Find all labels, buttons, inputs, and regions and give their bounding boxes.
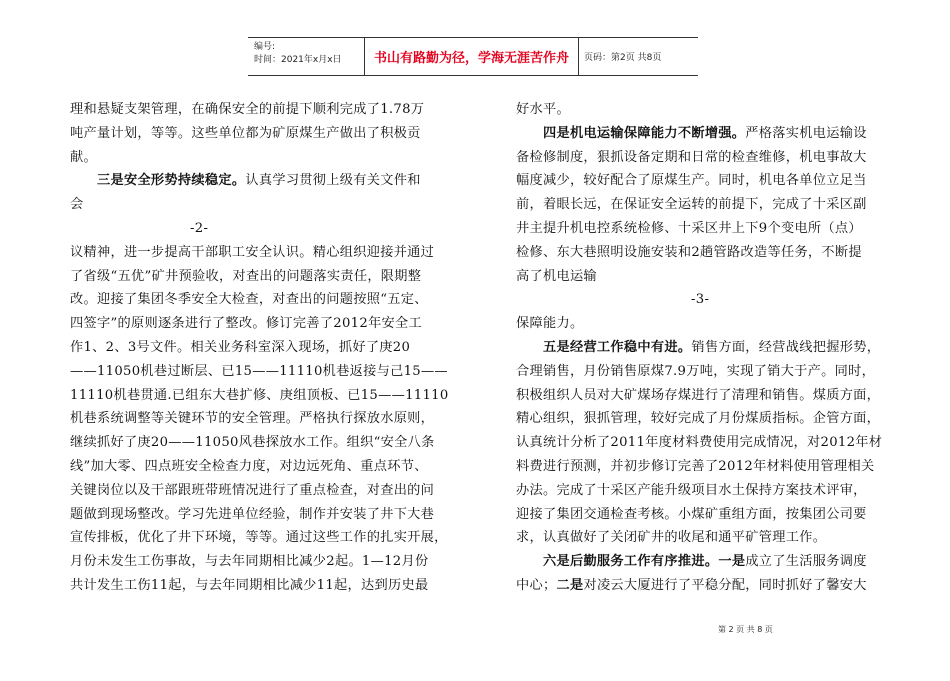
text-line: ——11050机巷过断层、已15——11110机巷返接与己15——: [70, 363, 448, 379]
section-4-lead: 严格落实机电运输设: [745, 125, 867, 141]
header-number-label: 编号:: [254, 42, 276, 52]
text-line: 前，着眼长远，在保证安全运转的前提下，完成了十采区副: [516, 197, 867, 213]
section-3-paragraph: [70, 169, 450, 193]
section-5-paragraph: [516, 336, 896, 360]
header-motto: 书山有路勤为径，学海无涯苦作舟: [373, 51, 569, 66]
page-footer: 第 2 页 共 8 页: [718, 625, 773, 634]
section-6-item-1-text: 成立了生活服务调度: [745, 554, 867, 570]
section-6-heading: 六是后勤服务工作有序推进。: [542, 554, 719, 570]
text-line: 月份未发生工伤事故，与去年同期相比减少2起。1—12月份: [70, 554, 429, 570]
text-line: 11110机巷贯通.已组东大巷扩修、庚组顶板、已15——11110: [70, 387, 449, 403]
text-line: 精心组织，狠抓管理，较好完成了月份煤质指标。企管方面，: [516, 411, 881, 427]
section-6-line-prefix: 中心；: [516, 577, 557, 593]
text-line: 高了机电运输: [516, 268, 597, 284]
text-line: 保障能力。: [516, 316, 584, 332]
section-6-item-2-marker: 二是: [556, 577, 584, 593]
text-line: 改。迎接了集团冬季安全大检查，对查出的问题按照“五定、: [70, 292, 428, 308]
text-line: 关键岗位以及干部跟班带班情况进行了重点检查，对查出的问: [70, 482, 435, 498]
page-marker: -3-: [691, 292, 710, 308]
text-line: 献。: [70, 149, 97, 165]
header-page-label: 页码：第2页 共8页: [584, 53, 662, 63]
text-line: 办法。完成了十采区产能升级项目水土保持方案技术评审，: [516, 482, 867, 498]
text-line: 认真统计分析了2011年度材料费使用完成情况，对2012年材: [516, 435, 883, 451]
header-meta: [254, 41, 342, 67]
section-4-heading: 四是机电运输保障能力不断增强。: [542, 125, 746, 141]
section-6-item-1-marker: 一是: [718, 554, 746, 570]
text-line: 备检修制度，狠抓设备定期和日常的检查维修，机电事故大: [516, 149, 867, 165]
text-line: 继续抓好了庚20——11050风巷探放水工作。组织“安全八条: [70, 435, 435, 451]
document-header: [248, 37, 698, 76]
text-line: 求，认真做好了关闭矿井的收尾和通平矿管理工作。: [516, 530, 827, 546]
text-line: 合理销售，月份销售原煤7.9万吨，实现了销大于产。同时，: [516, 363, 876, 379]
text-line: 吨产量计划，等等。这些单位都为矿原煤生产做出了积极贡: [70, 125, 421, 141]
text-line: 共计发生工伤11起，与去年同期相比减少11起，达到历史最: [70, 577, 429, 593]
section-3-heading: 三是安全形势持续稳定。: [96, 173, 246, 189]
page-marker: -2-: [190, 220, 209, 236]
text-line: 题做到现场整改。学习先进单位经验，制作并安装了井下大巷: [70, 506, 435, 522]
section-5-lead: 销售方面，经营战线把握形势，: [691, 339, 881, 355]
section-3-lead: 认真学习贯彻上级有关文件和: [245, 173, 421, 189]
text-line: 幅度减少，较好配合了原煤生产。同时，机电各单位立足当: [516, 173, 867, 189]
section-5-heading: 五是经营工作稳中有进。: [542, 339, 692, 355]
text-line: 四签字”的原则逐条进行了整改。修订完善了2012年安全工: [70, 316, 423, 332]
text-line: 宣传排板，优化了井下环境，等等。通过这些工作的扎实开展，: [70, 530, 448, 546]
text-line: 井主提升机电控系统检修、十采区井上下9个变电所（点）: [516, 220, 862, 236]
text-line: 线”加大零、四点班安全检查力度，对边远死角、重点环节、: [70, 458, 428, 474]
text-line: 了省级“五优”矿井预验收，对查出的问题落实责任，限期整: [70, 268, 422, 284]
section-6-paragraph: [516, 550, 896, 574]
text-line: 好水平。: [516, 102, 570, 117]
text-line: 迎接了集团交通检查考核。小煤矿重组方面，按集团公司要: [516, 506, 867, 522]
section-6-item-2-text: 对凌云大厦进行了平稳分配，同时抓好了馨安大: [583, 577, 867, 593]
text-line: 机巷系统调整等关键环节的安全管理。严格执行探放水原则，: [70, 411, 435, 427]
section-4-paragraph: [516, 122, 896, 146]
text-line: 理和悬疑支架管理，在确保安全的前提下顺利完成了1.78万: [70, 102, 425, 117]
right-column: [516, 98, 896, 598]
header-time-label: 时间：2021年x月x日: [254, 55, 342, 65]
text-line: 作1、2、3号文件。相关业务科室深入现场，抓好了庚20: [70, 339, 411, 355]
left-column: [70, 98, 450, 598]
text-line: 检修、东大巷照明设施安装和2趟管路改造等任务，不断提: [516, 244, 862, 260]
section-6-line: [516, 574, 896, 598]
header-divider: [578, 38, 579, 75]
text-line: 料费进行预测，并初步修订完善了2012年材料使用管理相关: [516, 458, 875, 474]
text-line: 议精神，进一步提高干部职工安全认识。精心组织迎接并通过: [70, 244, 435, 260]
text-line: 会: [70, 197, 84, 213]
text-line: 积极组织人员对大矿煤场存煤进行了清理和销售。煤质方面，: [516, 387, 881, 403]
